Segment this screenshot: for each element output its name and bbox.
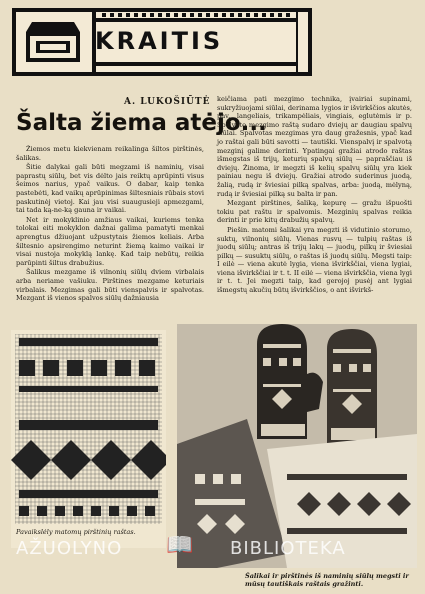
paragraph: Žiemos metu kiekvienam reikalinga šiltos pirštinės, šalikas. [16, 145, 204, 162]
book-icon: 📖 [166, 533, 194, 558]
right-column [217, 95, 412, 296]
right-figure-caption: Šalikai ir pirštinės iš naminių siūlų megsti ir mūsų tautiškais raštais gražinti. [245, 572, 409, 588]
paragraph: Piešin. matomi šalikai yra megzti iš vidutinio storumo, suktų, vilnonių siūlų. Vienas rusvų — tulpių raštas iš juodų siūlų; antras iš trijų lakų — juodų, pilkų ir šviesiai pilkų — susuktų siūlų, o raštas iš juodų siūlų. Megsti taip: I eilė — viena akutė lygia, viena išvirkščiai, viena lygiai, viena išvirkščiai ir t. t. II eilė — viena išvirkščia, viena lygi ir t. t. Jei megzti taip, kad gerojoj pusėj ant lygiai išmegstų akučių būtų išvirkščios, o ant išvirkš- [217, 225, 412, 295]
paragraph: Šitie dalykai gali būti megzami iš naminių, visai paprastų siūlų, bet vis dėlto jais reiktų aprūpinti visus šeimos narius, ypač vaikus. O dabar, kaip tenka pastebėti, kad vaikų aprūpinimas šiltesniais rūbais stovi paskutinėj vietoj. Kai jau visi suaugusieji apmezgami, tai tada ką-ne-ką gauna ir vaikai. [16, 163, 204, 215]
paragraph: Mezgant pirštines, šaliką, kepurę — gražu išpuošti tokiu pat raštu ir spalvomis. Mezginių spalvas reikia derinti ir prie kitų drabužių spalvų. [217, 199, 412, 225]
article-title: Šalta žiema atėjo... [16, 110, 267, 136]
watermark-right: BIBLIOTEKA [230, 538, 346, 559]
paragraph: keičiama pati mezgimo technika, įvairiai supinami, sukryžiuojami siūlai, derinama lygios ir išvirkščios akutės, pav., langeliais, trikampėliais, vingiais, eglutėmis ir p. Spalvoto mezgimo raštą sudaro dviejų ar daugiau spalvų siūlai. Spalvotas mezgimas yra daug gražesnis, ypač kad jo raštai gali būti savotti — tautiški. Vienspalvį ir spalvotą mezginį galime derinti. Ypatingai gražiai atrodo raštas išmegstas iš trijų, keturių spalvų siūlų — papraščiau iš dviejų. Žinoma, ir megzti iš kelių spalvų siūlų yra kiek painiau negu iš dviejų. Gražiai atrodo suderinus juodą, žalią, rudą ir šviesiai pilką spalvas, arba: juodą, mėlyną, rudą ir šviesiai pilką su balta ir pan. [217, 95, 412, 198]
paragraph: Net ir mokyklinio amžiaus vaikai, kuriems tenka tolokai eiti mokyklon dažnai galima pamatyti menkai aprengtus džiuojant užpustytais žiemos keliais. Arba šiltesnio apsirengimo neturint žiemą kaimo vaikai ir visai nustoja mokyklą lankę. Kad taip nebūtų, reikia parūpinti šiltus drabužius. [16, 215, 204, 267]
article-author: A. LUKOŠIŪTĖ [124, 97, 211, 107]
left-column [16, 145, 204, 304]
left-figure-caption: Pavaikslėly matomų pirštinių raštas. [16, 528, 136, 536]
mittens-scarves-photo [177, 324, 417, 568]
watermark-left: AŽUOLYNO [16, 538, 123, 559]
header-title: KRAITIS [95, 27, 224, 55]
mitten-pattern-chart [11, 330, 166, 548]
paragraph: Šalikus mezgame iš vilnonių siūlų dviem virbalais arba neriame vašiuku. Pirštines mezgame keturiais virbalais. Mezgimas gali būti vienspalvis ir spalvotas. Mezgant iš vienos spalvos siūlų dažniausia [16, 268, 204, 303]
